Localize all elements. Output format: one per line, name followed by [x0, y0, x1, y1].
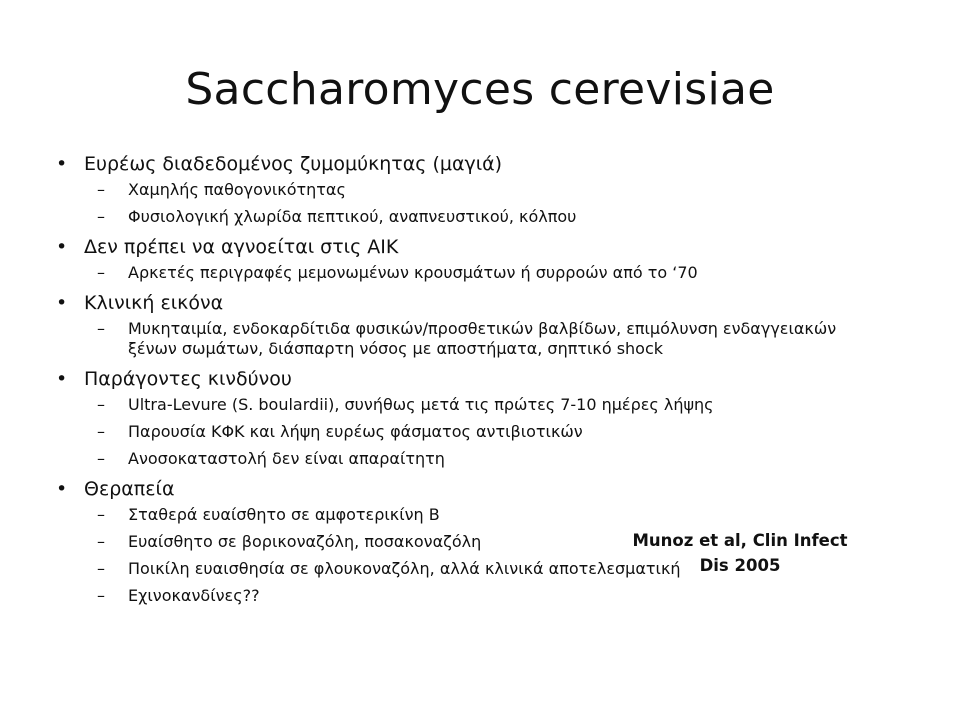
dash-icon: – — [97, 586, 105, 605]
bullet-icon: • — [56, 478, 68, 500]
dash-icon: – — [97, 319, 105, 338]
sub-item — [56, 586, 886, 606]
bullet-text: Ευρέως διαδεδομένος ζυμομύκητας (μαγιά) — [84, 153, 503, 175]
sub-item-text: Αρκετές περιγραφές μεμονωμένων κρουσμάτων ή συρροών από το ‘70 — [128, 263, 698, 282]
sub-item — [56, 180, 886, 200]
dash-icon: – — [97, 422, 105, 441]
sub-item-text: Ultra-Levure (S. boulardii), συνήθως μετά τις πρώτες 7-10 ημέρες λήψης — [128, 395, 714, 414]
sub-item-text: Χαμηλής παθογονικότητας — [128, 180, 346, 199]
citation-line: Dis 2005 — [699, 556, 781, 575]
sub-list — [56, 395, 886, 469]
dash-icon: – — [97, 505, 105, 524]
sub-item-text: Φυσιολογική χλωρίδα πεπτικού, αναπνευστικού, κόλπου — [128, 207, 577, 226]
citation — [600, 528, 880, 578]
bullet-icon: • — [56, 292, 68, 314]
dash-icon: – — [97, 559, 105, 578]
sub-item — [56, 319, 886, 359]
sub-list — [56, 180, 886, 227]
sub-item-text: Ευαίσθητο σε βορικοναζόλη, ποσακοναζόλη — [128, 532, 482, 551]
bullet-item — [56, 234, 886, 260]
bullet-item — [56, 151, 886, 177]
sub-item — [56, 422, 886, 442]
sub-list — [56, 263, 886, 283]
sub-item — [56, 207, 886, 227]
bullet-icon: • — [56, 236, 68, 258]
bullet-item — [56, 290, 886, 316]
dash-icon: – — [97, 180, 105, 199]
bullet-item — [56, 366, 886, 392]
sub-item — [56, 449, 886, 469]
sub-item-text: Ποικίλη ευαισθησία σε φλουκοναζόλη, αλλά κλινικά αποτελεσματική — [128, 559, 681, 578]
dash-icon: – — [97, 449, 105, 468]
sub-item-text: Παρουσία ΚΦΚ και λήψη ευρέως φάσματος αντιβιοτικών — [128, 422, 583, 441]
bullet-text: Κλινική εικόνα — [84, 292, 224, 314]
sub-item-text: Σταθερά ευαίσθητο σε αμφοτερικίνη Β — [128, 505, 440, 524]
bullet-text: Παράγοντες κινδύνου — [84, 368, 292, 390]
bullet-text: Θεραπεία — [84, 478, 175, 500]
sub-item — [56, 505, 886, 525]
dash-icon: – — [97, 532, 105, 551]
slide-title: Saccharomyces cerevisiae — [185, 64, 775, 115]
citation-line: Munoz et al, Clin Infect — [632, 531, 848, 550]
bullet-item — [56, 476, 886, 502]
sub-list — [56, 319, 886, 359]
bullet-text: Δεν πρέπει να αγνοείται στις ΑΙΚ — [84, 236, 399, 258]
sub-item-text: Εχινοκανδίνες?? — [128, 586, 260, 605]
bullet-icon: • — [56, 368, 68, 390]
dash-icon: – — [97, 395, 105, 414]
sub-item-text: Ανοσοκαταστολή δεν είναι απαραίτητη — [128, 449, 445, 468]
sub-item — [56, 263, 886, 283]
bullet-icon: • — [56, 153, 68, 175]
dash-icon: – — [97, 207, 105, 226]
dash-icon: – — [97, 263, 105, 282]
sub-item — [56, 395, 886, 415]
sub-item-text: Μυκηταιμία, ενδοκαρδίτιδα φυσικών/προσθετικών βαλβίδων, επιμόλυνση ενδαγγειακών ξένων σωμάτων, διάσπαρτη νόσος με αποστήματα, σηπτικό shock — [128, 319, 837, 358]
